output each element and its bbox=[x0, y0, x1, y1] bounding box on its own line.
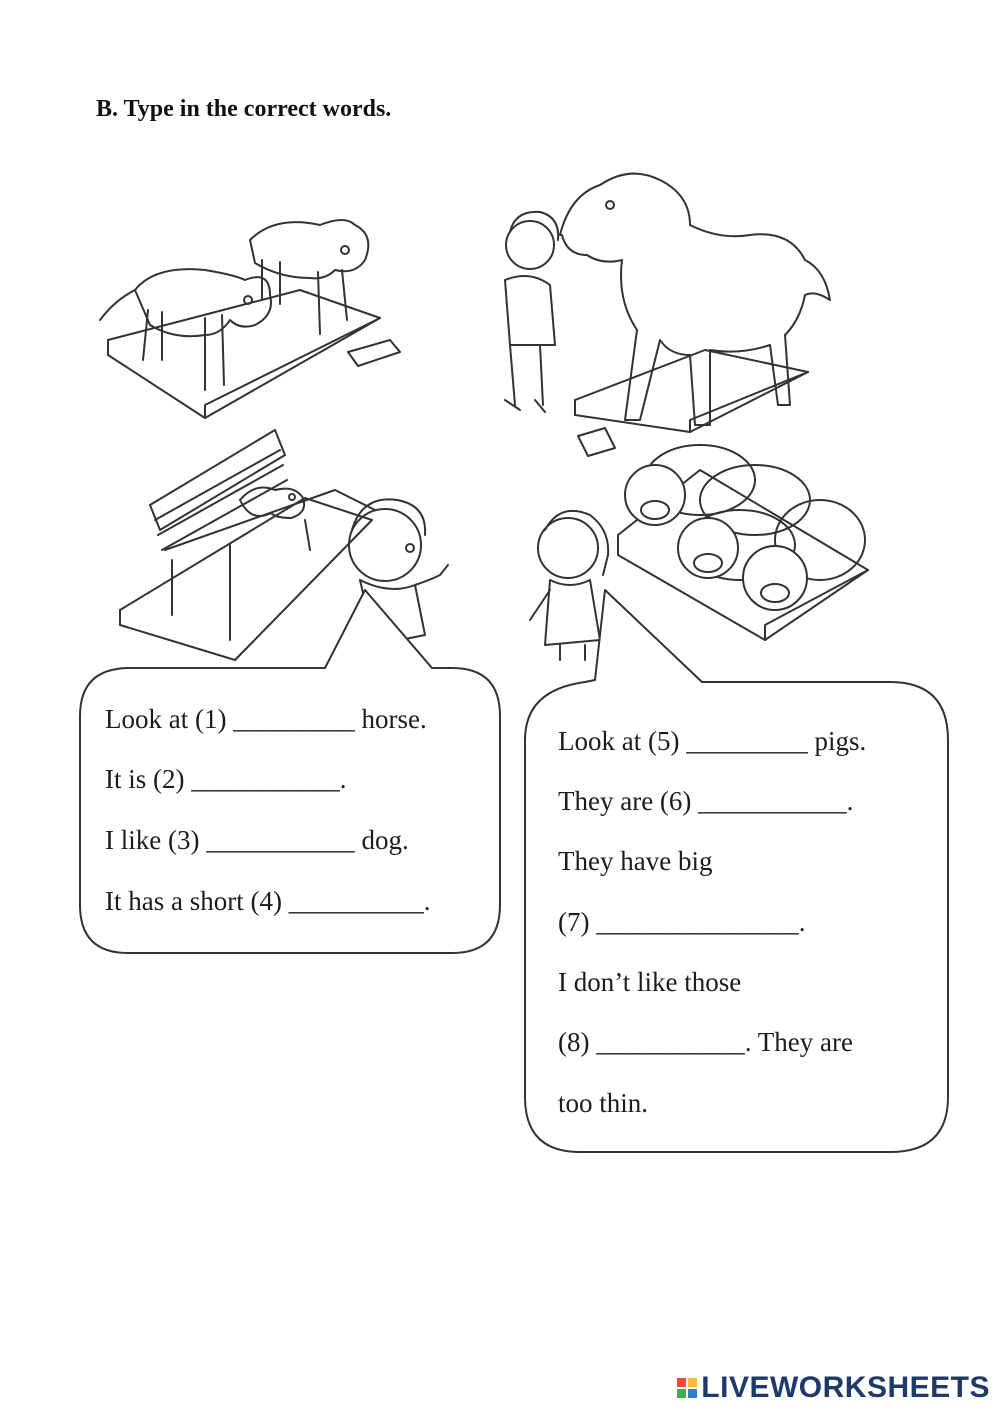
sentence-8b: (8) ___________. They are bbox=[558, 1027, 853, 1057]
answer-blank-3[interactable]: ___________ bbox=[206, 825, 355, 855]
dog-bench-illustration bbox=[120, 430, 448, 660]
logo-icon bbox=[677, 1378, 697, 1398]
liveworksheets-logo[interactable] bbox=[677, 1371, 990, 1405]
sentence-3: I like (3) ___________ dog. bbox=[105, 825, 409, 855]
sentence-4: It has a short (4) __________. bbox=[105, 886, 431, 916]
answer-blank-8[interactable]: ___________ bbox=[596, 1027, 745, 1057]
answer-blank-2[interactable]: ___________ bbox=[191, 764, 340, 794]
pigs-illustration bbox=[530, 445, 868, 660]
answer-blank-1[interactable]: _________ bbox=[233, 704, 355, 734]
answer-blank-5[interactable]: _________ bbox=[686, 726, 808, 756]
exercise-heading: B. Type in the correct words. bbox=[96, 96, 392, 122]
answer-blank-6[interactable]: ___________ bbox=[698, 786, 847, 816]
sentence-8c: too thin. bbox=[558, 1088, 649, 1118]
sentence-7b: (7) _______________. bbox=[558, 907, 806, 937]
sentence-6: They are (6) ___________. bbox=[558, 786, 854, 816]
sentence-2: It is (2) ___________. bbox=[105, 764, 347, 794]
calves-illustration bbox=[100, 220, 400, 418]
sentence-5: Look at (5) _________ pigs. bbox=[558, 726, 867, 756]
sentence-7a: They have big bbox=[558, 846, 713, 876]
horse-illustration bbox=[505, 174, 830, 456]
brand-name: LIVEWORKSHEETS bbox=[701, 1371, 990, 1404]
sentence-1: Look at (1) _________ horse. bbox=[105, 704, 427, 734]
answer-blank-7[interactable]: _______________ bbox=[596, 907, 799, 937]
sentence-8a: I don’t like those bbox=[558, 967, 742, 997]
answer-blank-4[interactable]: __________ bbox=[288, 886, 424, 916]
